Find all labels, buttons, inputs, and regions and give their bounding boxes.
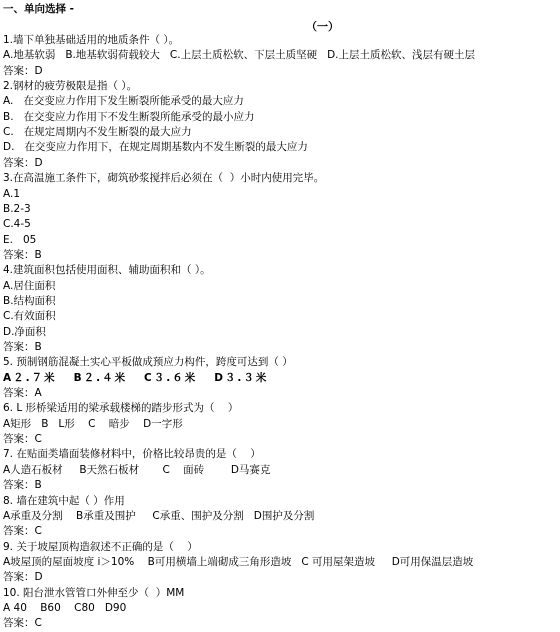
- doc-line: C.4-5: [3, 218, 31, 231]
- doc-line: 答案：C: [3, 433, 42, 446]
- doc-line: 答案：D: [3, 64, 43, 77]
- section-title: 一、单向选择 -: [3, 3, 75, 15]
- doc-line: 答案：D: [3, 571, 43, 584]
- doc-line: 1.墙下单独基础适用的地质条件（ ）。: [3, 34, 180, 46]
- doc-line: A.地基软弱 B.地基软弱荷载较大 C.上层土质松软、下层土质坚硬 D.上层土质松软、浅层有硬土层: [3, 49, 476, 62]
- doc-line: B.结构面积: [3, 294, 56, 307]
- doc-line: 答案：C: [3, 617, 42, 630]
- doc-line: 答案：A: [3, 387, 42, 400]
- doc-line: A.居住面积: [3, 279, 56, 292]
- doc-line: B.2-3: [3, 202, 31, 215]
- doc-line: 9. 关于坡屋顶构造叙述不正确的是（ ）: [3, 540, 198, 553]
- doc-line: A. 在交变应力作用下发生断裂所能承受的最大应力: [3, 95, 244, 108]
- doc-line: 5. 预制钢筋混凝土实心平板做成预应力构件，跨度可达到（ ）: [3, 356, 293, 369]
- doc-line: A坡屋顶的屋面坡度 i＞10% B可用横墙上端砌成三角形造坡 C 可用屋架造坡 D可用保温层造坡: [3, 555, 474, 568]
- doc-line: A承重及分割 B承重及围护 C承重、围护及分割 D围护及分割: [3, 509, 315, 522]
- doc-line: A人造石板材 B天然石板材 C 面砖 D马赛克: [3, 463, 271, 476]
- doc-line: 答案：C: [3, 525, 42, 538]
- doc-line: A.1: [3, 187, 21, 200]
- doc-line: 6. L 形桥梁适用的梁承载楼梯的踏步形式为（ ）: [3, 402, 239, 415]
- doc-line: 4.建筑面积包括使用面积、辅助面积和（ ）。: [3, 264, 211, 277]
- doc-line: E. 05: [3, 233, 37, 246]
- doc-line: C.有效面积: [3, 310, 56, 323]
- doc-line: B. 在交变应力作用下不发生断裂所能承受的最小应力: [3, 110, 255, 123]
- doc-line: 答案：D: [3, 156, 43, 169]
- doc-line: A矩形 B L形 C 暗步 D一字形: [3, 417, 183, 430]
- doc-line: 8. 墙在建筑中起（ ）作用: [3, 494, 125, 507]
- doc-line: 3.在高温施工条件下，砌筑砂浆搅拌后必须在（ ）小时内使用完毕。: [3, 172, 325, 185]
- doc-line: A２.７米 B２.４米 C３.６米 D３.３米: [3, 371, 269, 384]
- doc-line: D. 在交变应力作用下，在规定周期基数内不发生断裂的最大应力: [3, 141, 308, 154]
- doc-line: 答案：B: [3, 479, 42, 492]
- doc-line: 答案：B: [3, 341, 42, 353]
- doc-line: 答案：B: [3, 248, 42, 261]
- doc-line: 7. 在贴面类墙面装修材料中，价格比较昂贵的是（ ）: [3, 448, 261, 461]
- doc-line: 2.钢材的疲劳极限是指（ ）。: [3, 80, 138, 92]
- doc-line: C. 在规定周期内不发生断裂的最大应力: [3, 126, 192, 139]
- doc-line: 10. 阳台泄水管管口外伸至少（ ）MM: [3, 586, 185, 599]
- doc-line: A 40 B60 C80 D90: [3, 601, 127, 614]
- subtitle: （一）: [306, 20, 339, 33]
- doc-line: D.净面积: [3, 325, 46, 338]
